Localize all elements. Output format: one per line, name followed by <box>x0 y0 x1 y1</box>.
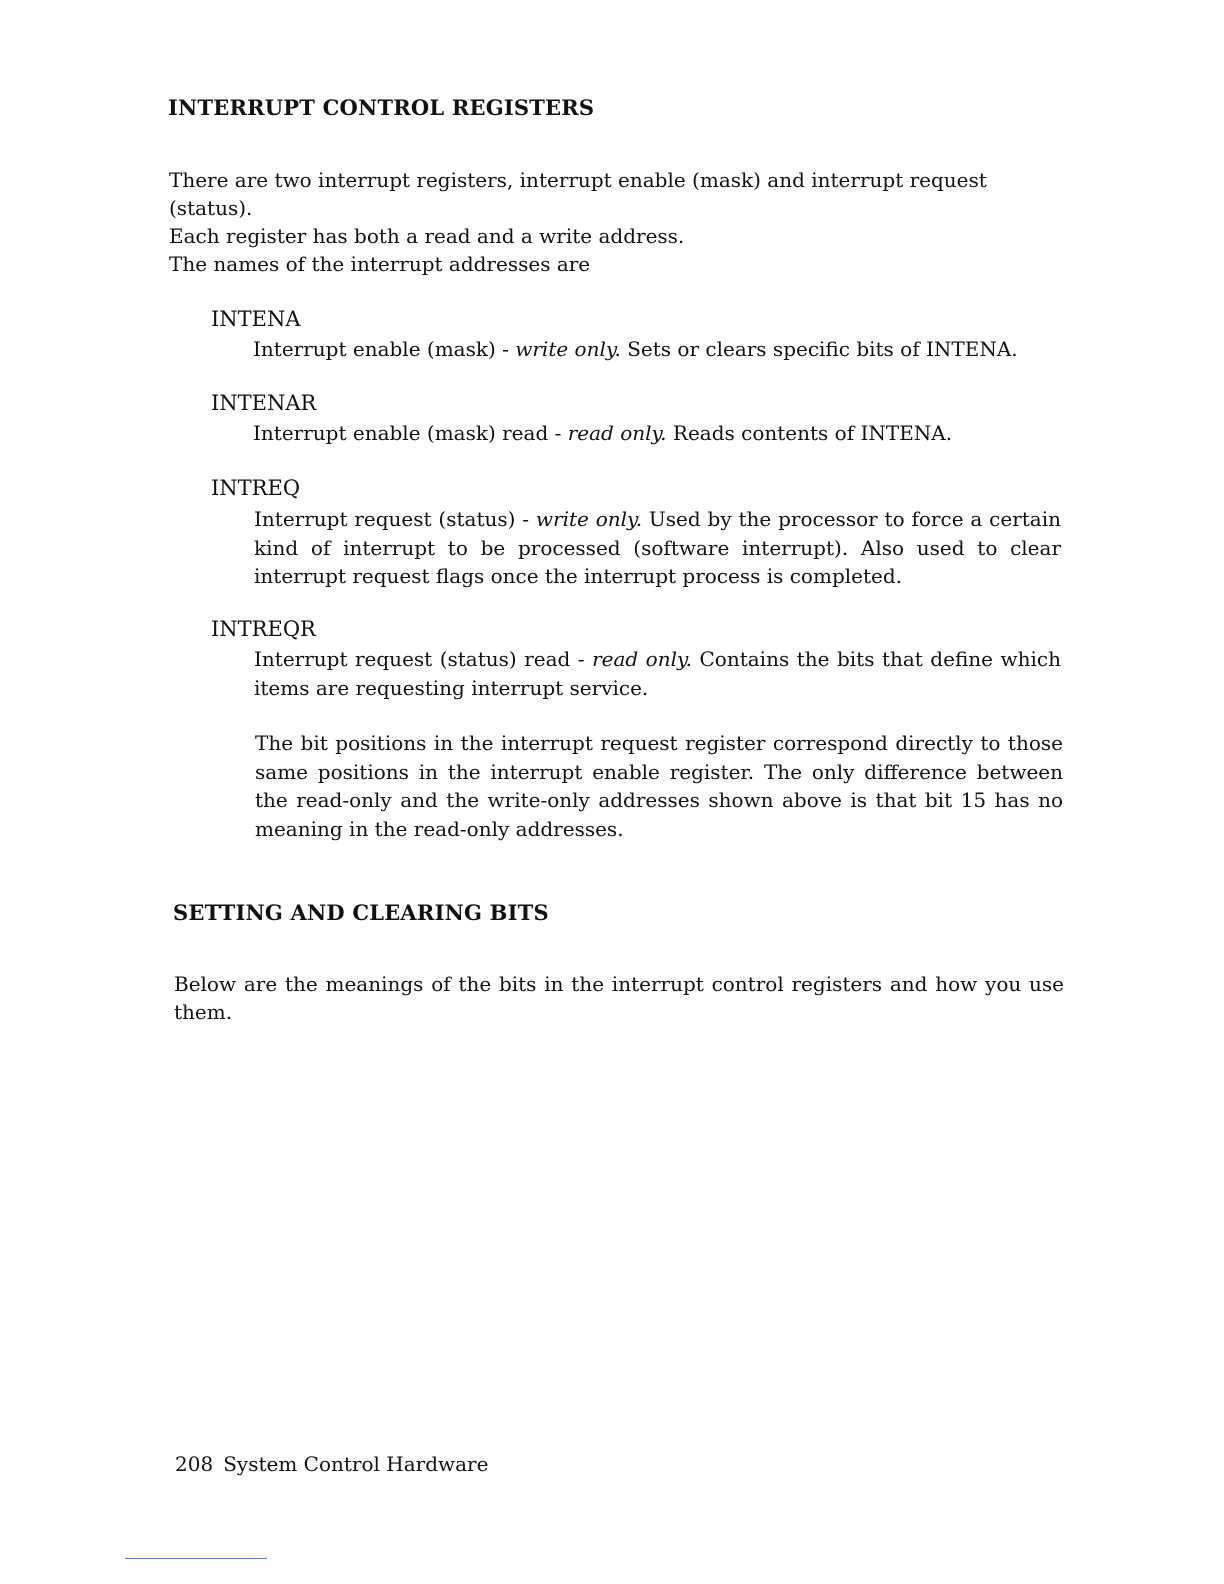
bit-meanings-intro-paragraph: Below are the meanings of the bits in the interrupt control registers and how you use them. <box>174 972 1064 1024</box>
register-desc-intreqr <box>254 645 1061 702</box>
register-name-intreq: INTREQ <box>211 476 301 500</box>
register-desc-intenar <box>253 419 1061 448</box>
intro-line-2: Each register has both a read and a write address. <box>169 224 685 248</box>
register-desc-intena <box>253 335 1061 364</box>
desc-text: Contains the bits that define which items are requesting interrupt service. <box>254 647 1061 700</box>
section-heading-setting-and-clearing-bits: SETTING AND CLEARING BITS <box>173 900 549 925</box>
footer-section-title: System Control Hardware <box>223 1452 489 1476</box>
bit-positions-paragraph: The bit positions in the interrupt request register correspond directly to those same positions in the interrupt enable register. The only difference between the read-only and the write-only addresses shown above is that bit 15 has no meaning in the read-only addresses. <box>255 731 1063 841</box>
desc-text: Sets or clears specific bits of INTENA. <box>620 337 1018 361</box>
intro-paragraph <box>169 166 1061 250</box>
footer-rule <box>125 1558 267 1559</box>
access-mode: read only. <box>592 647 692 671</box>
section-heading-interrupt-control-registers: INTERRUPT CONTROL REGISTERS <box>168 95 595 120</box>
desc-text: Interrupt enable (mask) - <box>253 337 516 361</box>
access-mode: write only. <box>515 337 621 361</box>
page-footer <box>175 1452 488 1476</box>
access-mode: read only. <box>567 421 667 445</box>
names-intro-text: The names of the interrupt addresses are <box>169 252 591 276</box>
register-name-intreqr: INTREQR <box>211 617 316 641</box>
register-desc-intreq <box>254 505 1061 591</box>
desc-text: Interrupt enable (mask) read - <box>253 421 568 445</box>
register-name-intena: INTENA <box>211 307 301 331</box>
desc-text: Interrupt request (status) read - <box>254 647 593 671</box>
desc-text: Used by the processor to force a certain kind of interrupt to be processed (software interrupt). Also used to clear interrupt request flags once the interrupt process is completed. <box>254 507 1062 588</box>
page-number: 208 <box>175 1452 214 1476</box>
desc-text: Reads contents of INTENA. <box>666 421 953 445</box>
access-mode: write only. <box>535 507 643 531</box>
desc-text: Interrupt request (status) - <box>254 507 536 531</box>
intro-line-1: There are two interrupt registers, interrupt enable (mask) and interrupt request (status). <box>169 168 987 220</box>
register-name-intenar: INTENAR <box>211 391 317 415</box>
